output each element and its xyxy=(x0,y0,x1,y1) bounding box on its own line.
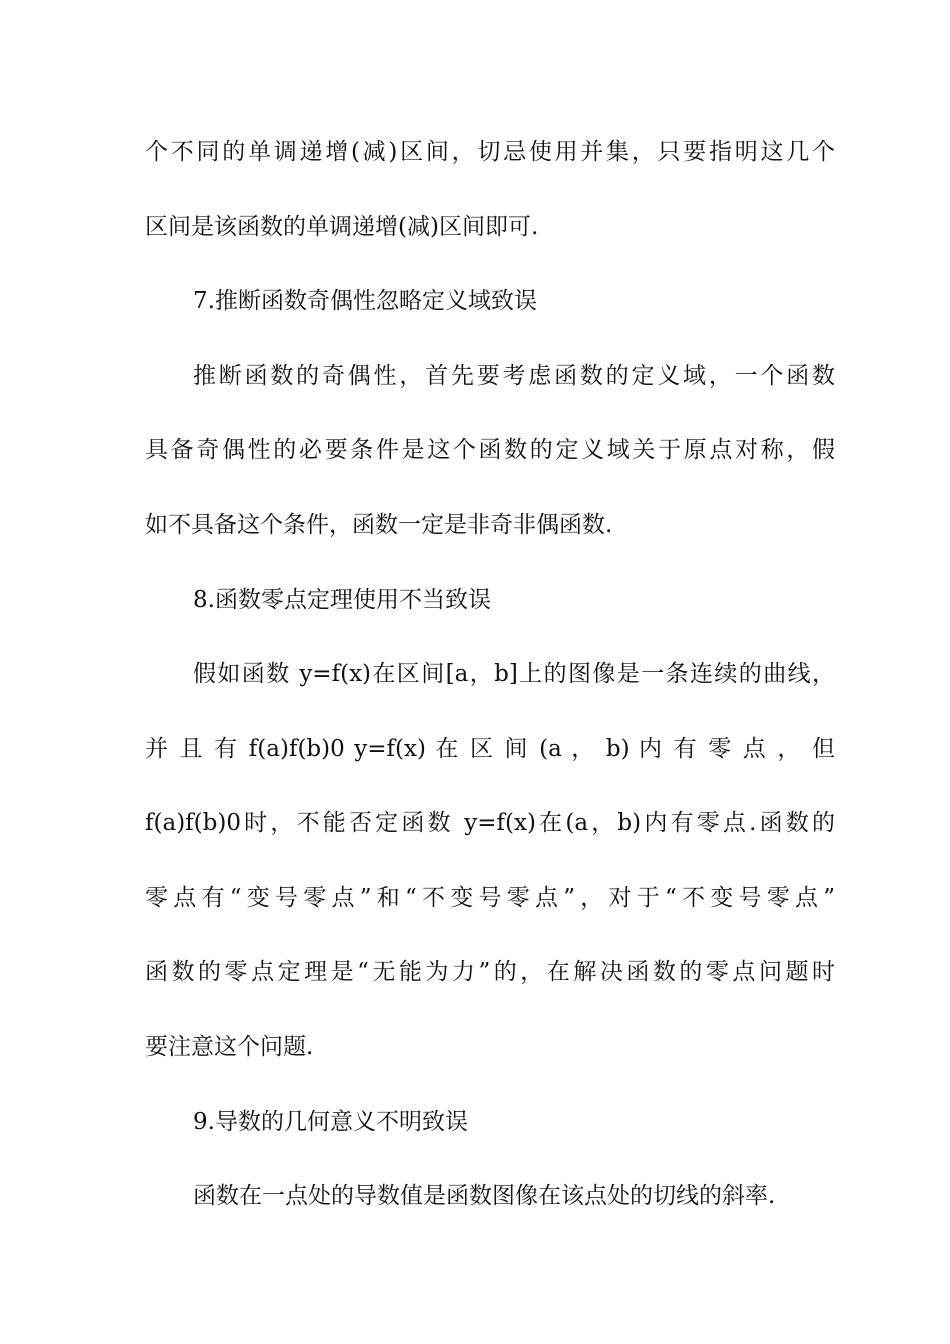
paragraph-line: 函数的零点定理是“无能为力”的，在解决函数的零点问题时 xyxy=(145,959,835,985)
paragraph-line: 如不具备这个条件，函数一定是非奇非偶函数. xyxy=(145,512,613,538)
paragraph-line: 并 且 有 f(a)f(b)0 y=f(x) 在 区 间 (a ， b) 内 有 零 点 ， 但 xyxy=(145,736,835,762)
paragraph-line: 区间是该函数的单调递增(减)区间即可. xyxy=(145,214,539,240)
paragraph-line: 要注意这个问题. xyxy=(145,1034,314,1060)
section-heading-8: 8.函数零点定理使用不当致误 xyxy=(193,587,491,613)
paragraph-line: f(a)f(b)0时，不能否定函数 y=f(x)在(a，b)内有零点.函数的 xyxy=(145,810,835,836)
section-heading-7: 7.推断函数奇偶性忽略定义域致误 xyxy=(193,288,537,314)
paragraph-line: 零点有“变号零点”和“不变号零点”，对于“不变号零点” xyxy=(145,885,835,911)
paragraph-line: 具备奇偶性的必要条件是这个函数的定义域关于原点对称，假 xyxy=(145,437,835,463)
paragraph-line: 假如函数 y=f(x)在区间[a，b]上的图像是一条连续的曲线， xyxy=(193,661,835,687)
paragraph-line: 推断函数的奇偶性，首先要考虑函数的定义域，一个函数 xyxy=(193,363,835,389)
paragraph-line: 函数在一点处的导数值是函数图像在该点处的切线的斜率. xyxy=(193,1183,776,1209)
section-heading-9: 9.导数的几何意义不明致误 xyxy=(193,1109,468,1135)
paragraph-line: 个不同的单调递增(减)区间，切忌使用并集，只要指明这几个 xyxy=(145,139,835,165)
